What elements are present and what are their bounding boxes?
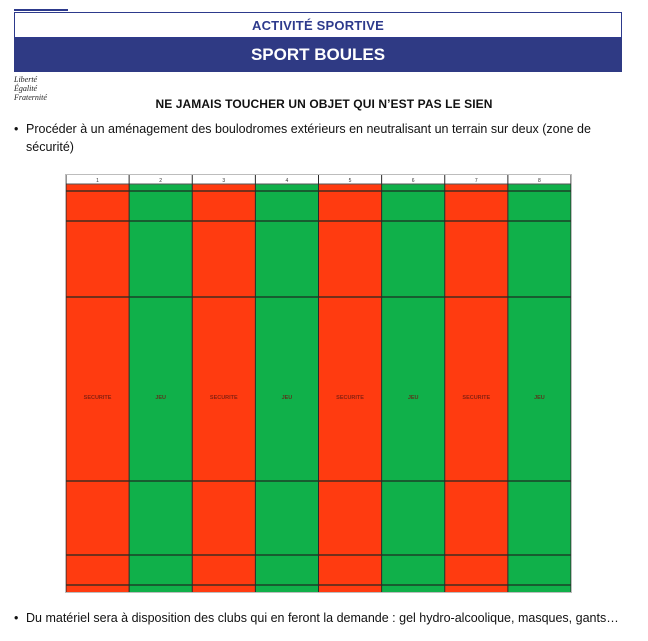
top-accent-line [14, 9, 68, 11]
bullet-text: Du matériel sera à disposition des clubs qui en feront la demande : gel hydro-alcoolique, masques, gants… [26, 611, 619, 625]
boulodrome-court-plan [65, 174, 572, 593]
safety-rule-heading: NE JAMAIS TOUCHER UN OBJET QUI N’EST PAS LE SIEN [155, 97, 493, 111]
court-number-6: 6 [411, 178, 415, 184]
court-1 [66, 184, 129, 592]
court-label-3: SECURITE [209, 395, 238, 401]
motto-fraternite: Fraternité [14, 93, 47, 102]
court-number-2: 2 [159, 178, 163, 184]
court-label-4: JEU [281, 395, 293, 401]
court-number-3: 3 [222, 178, 226, 184]
court-4 [255, 184, 318, 592]
court-7 [445, 184, 508, 592]
bullet-text: Procéder à un aménagement des boulodromes extérieurs en neutralisant un terrain sur deux (zone de sécurité) [26, 122, 591, 154]
court-label-5: SECURITE [336, 395, 364, 401]
court-number-4: 4 [285, 178, 289, 184]
section-header: ACTIVITÉ SPORTIVE [14, 12, 622, 38]
bullet-dot-icon: • [14, 611, 19, 625]
motto-liberte: Liberté [14, 75, 38, 84]
court-5 [319, 184, 382, 592]
page-title: SPORT BOULES [14, 38, 622, 72]
court-6 [382, 184, 445, 592]
court-plan-svg [66, 175, 571, 592]
motto-egalite: Égalité [14, 84, 38, 93]
bullet-dot-icon: • [14, 122, 19, 136]
court-number-1: 1 [96, 178, 99, 184]
court-label-7: SECURITE [462, 395, 491, 401]
bullet-item-layout [14, 120, 629, 156]
court-label-2: JEU [155, 395, 167, 401]
court-number-7: 7 [474, 178, 478, 184]
court-number-5: 5 [348, 178, 352, 184]
court-8 [508, 184, 571, 592]
court-2 [129, 184, 192, 592]
court-label-8: JEU [534, 395, 545, 401]
bullet-item-equipment [14, 609, 634, 627]
court-label-1: SECURITE [83, 395, 112, 401]
court-3 [192, 184, 255, 592]
court-number-8: 8 [538, 178, 541, 184]
court-label-6: JEU [407, 395, 419, 401]
